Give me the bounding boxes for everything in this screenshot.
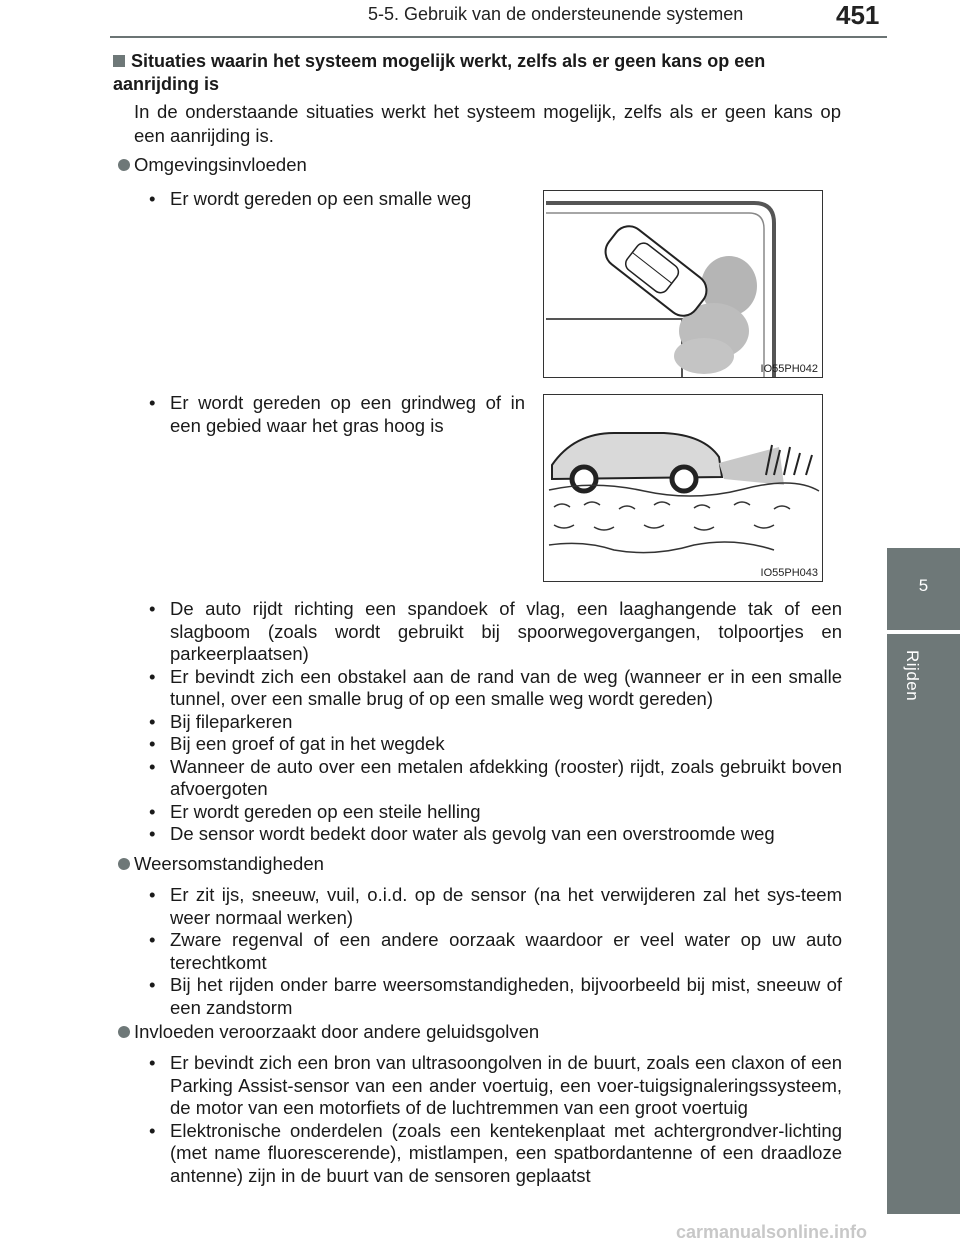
category-heading — [118, 853, 324, 875]
intro-paragraph: In de onderstaande situaties werkt het systeem mogelijk, zelfs als er geen kans op een aanrijding is. — [134, 101, 841, 146]
list-item: • De sensor wordt bedekt door water als gevolg van een overstroomde weg — [145, 823, 842, 846]
list-item: • Er wordt gereden op een steile helling — [145, 801, 842, 824]
watermark: carmanualsonline.info — [676, 1222, 868, 1242]
chapter-sidebar — [887, 634, 960, 1214]
bullet-list — [145, 884, 842, 1019]
figure-grass-gravel — [543, 394, 823, 582]
chapter-label: Rijden — [903, 650, 922, 702]
list-item: • Er wordt gereden op een grindweg of in een gebied waar het gras hoog is — [145, 392, 525, 437]
page-number: 451 — [836, 0, 880, 30]
category-heading — [118, 1021, 539, 1043]
list-item: • Zware regenval of een andere oorzaak waardoor er veel water op uw auto terechtkomt — [145, 929, 842, 974]
car-narrow-road-icon — [544, 191, 822, 377]
chapter-number: 5 — [918, 576, 929, 595]
category-label: Omgevingsinvloeden — [134, 154, 307, 175]
category-heading — [118, 154, 307, 176]
header-divider — [110, 36, 887, 38]
circle-bullet-icon — [118, 858, 130, 870]
section-heading — [113, 50, 833, 96]
list-item: • Er wordt gereden op een smalle weg — [145, 188, 525, 211]
list-item: • Wanneer de auto over een metalen afdekking (rooster) rijdt, zoals gebruikt boven afvoergoten — [145, 756, 842, 801]
circle-bullet-icon — [118, 1026, 130, 1038]
list-item: • Bij het rijden onder barre weersomstandigheden, bijvoorbeeld bij mist, sneeuw of een zandstorm — [145, 974, 842, 1019]
category-label: Weersomstandigheden — [134, 853, 324, 874]
figure-bullet-list — [145, 392, 525, 437]
figure-narrow-road — [543, 190, 823, 378]
list-item: • Er bevindt zich een obstakel aan de rand van de weg (wanneer er in een smalle tunnel, over een smalle brug of op een smalle weg wordt gereden) — [145, 666, 842, 711]
figure-bullet-list — [145, 188, 525, 211]
list-item: • De auto rijdt richting een spandoek of vlag, een laaghangende tak of een slagboom (zoals wordt gebruikt bij spoorwegovergangen, tolpoortjes en parkeerplaatsen) — [145, 598, 842, 666]
heading-text: Situaties waarin het systeem mogelijk werkt, zelfs als er geen kans op een aanrijding is — [113, 51, 766, 94]
chapter-tab[interactable] — [887, 548, 960, 630]
list-item: • Elektronische onderdelen (zoals een kentekenplaat met achtergrondver-lichting (met name fluorescerende), mistlampen, een spatbordantenne of een draadloze antenne) zijn in de buurt van de sensoren geplaatst — [145, 1120, 842, 1188]
list-item: • Bij fileparkeren — [145, 711, 842, 734]
list-item: • Bij een groef of gat in het wegdek — [145, 733, 842, 756]
square-bullet-icon — [113, 55, 125, 67]
category-label: Invloeden veroorzaakt door andere geluidsgolven — [134, 1021, 540, 1042]
figure-code: IO55PH042 — [760, 363, 818, 375]
section-title: 5-5. Gebruik van de ondersteunende systemen — [368, 4, 744, 24]
page-header — [0, 0, 960, 34]
bullet-list — [145, 1052, 842, 1187]
circle-bullet-icon — [118, 159, 130, 171]
figure-code: IO55PH043 — [760, 567, 818, 579]
bullet-list — [145, 598, 842, 846]
list-item: • Er bevindt zich een bron van ultrasoongolven in de buurt, zoals een claxon of een Parking Assist-sensor van een ander voertuig, een voer-tuigsignaleringssysteem, de motor van een motorfiets of de luchtremmen van een groot voertuig — [145, 1052, 842, 1120]
list-item: • Er zit ijs, sneeuw, vuil, o.i.d. op de sensor (na het verwijderen zal het sys-teem weer normaal werken) — [145, 884, 842, 929]
car-grass-gravel-icon — [544, 395, 822, 581]
